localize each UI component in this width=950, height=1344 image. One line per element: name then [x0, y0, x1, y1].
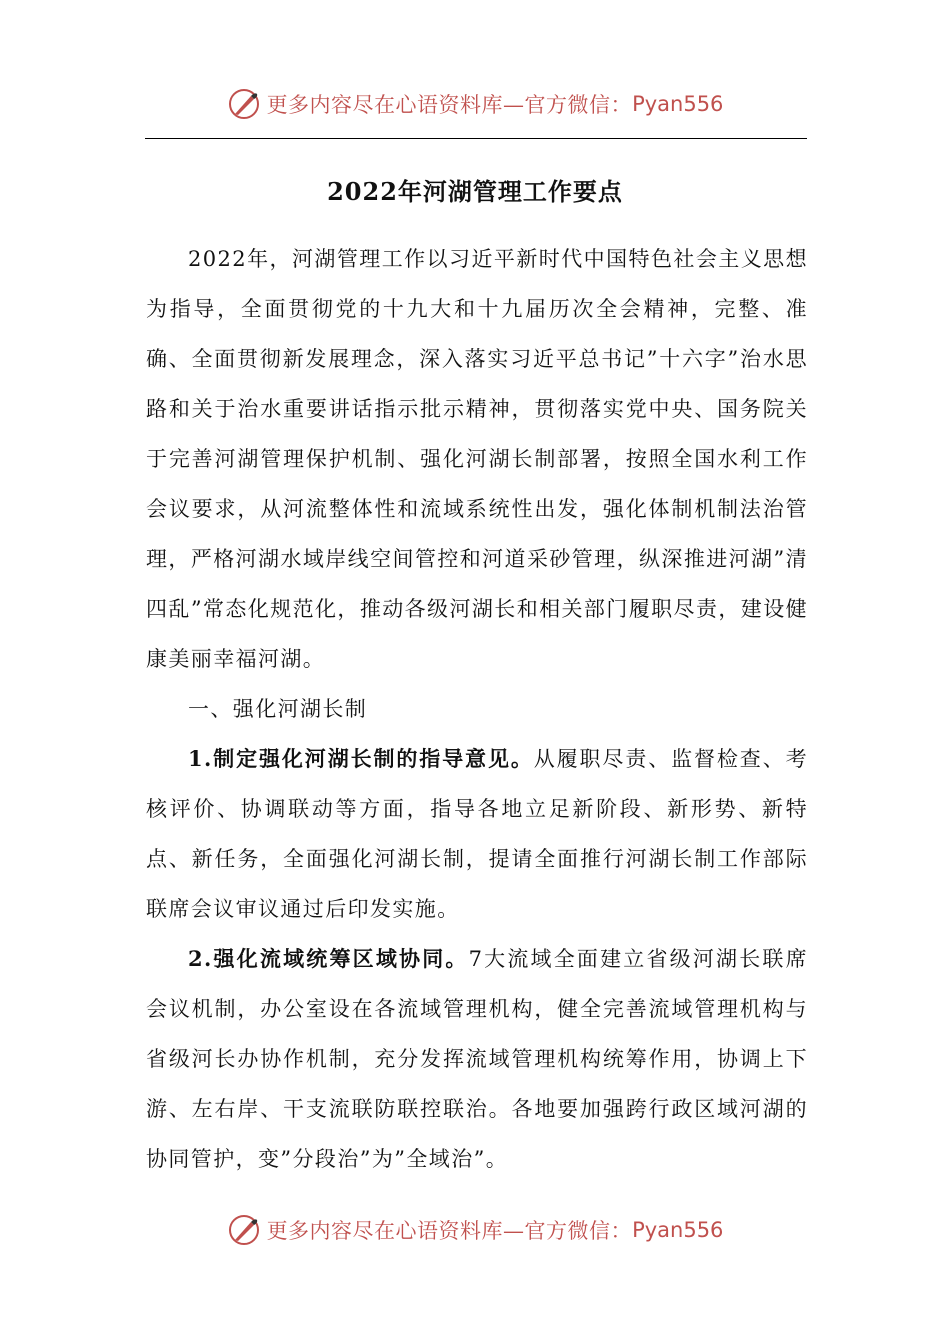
header-wechat-id: Pyan556 [632, 92, 724, 116]
page-title: 2022年河湖管理工作要点 [327, 177, 623, 206]
footer-banner-text: 更多内容尽在心语资料库—官方微信： [266, 1219, 633, 1243]
item-1-lead: 1.制定强化河湖长制的指导意见。 [188, 746, 534, 771]
item-2-text: 7大流域全面建立省级河湖长联席会议机制，办公室设在各流域管理机构，健全完善流域管理机构与省级河长办协作机制，充分发挥流域管理机构统筹作用，协调上下游、左右岸、干支流联防联控联治。各地要加强跨行政区域河湖的协同管护，变”分段治”为”全域治”。 [146, 947, 808, 1171]
header-banner-text: 更多内容尽在心语资料库—官方微信： [266, 93, 633, 117]
item-1-paragraph [146, 734, 808, 934]
footer-banner [0, 1210, 950, 1250]
document-body [146, 234, 808, 1184]
item-1-text: 从履职尽责、监督检查、考核评价、协调联动等方面，指导各地立足新阶段、新形势、新特点、新任务，全面强化河湖长制，提请全面推行河湖长制工作部际联席会议审议通过后印发实施。 [146, 747, 808, 921]
header-banner [0, 84, 950, 124]
quill-logo-icon [227, 87, 261, 121]
footer-wechat-id: Pyan556 [632, 1218, 724, 1242]
header-divider [145, 138, 807, 139]
item-2-lead: 2.强化流域统筹区域协同。 [188, 946, 469, 971]
quill-logo-icon [227, 1213, 261, 1247]
item-2-paragraph [146, 934, 808, 1184]
section-heading: 一、强化河湖长制 [188, 697, 368, 721]
intro-paragraph: 2022年，河湖管理工作以习近平新时代中国特色社会主义思想为指导，全面贯彻党的十九大和十九届历次全会精神，完整、准确、全面贯彻新发展理念，深入落实习近平总书记”十六字”治水思路和关于治水重要讲话指示批示精神，贯彻落实党中央、国务院关于完善河湖管理保护机制、强化河湖长制部署，按照全国水利工作会议要求，从河流整体性和流域系统性出发，强化体制机制法治管理，严格河湖水域岸线空间管控和河道采砂管理，纵深推进河湖”清四乱”常态化规范化，推动各级河湖长和相关部门履职尽责，建设健康美丽幸福河湖。 [146, 247, 808, 671]
